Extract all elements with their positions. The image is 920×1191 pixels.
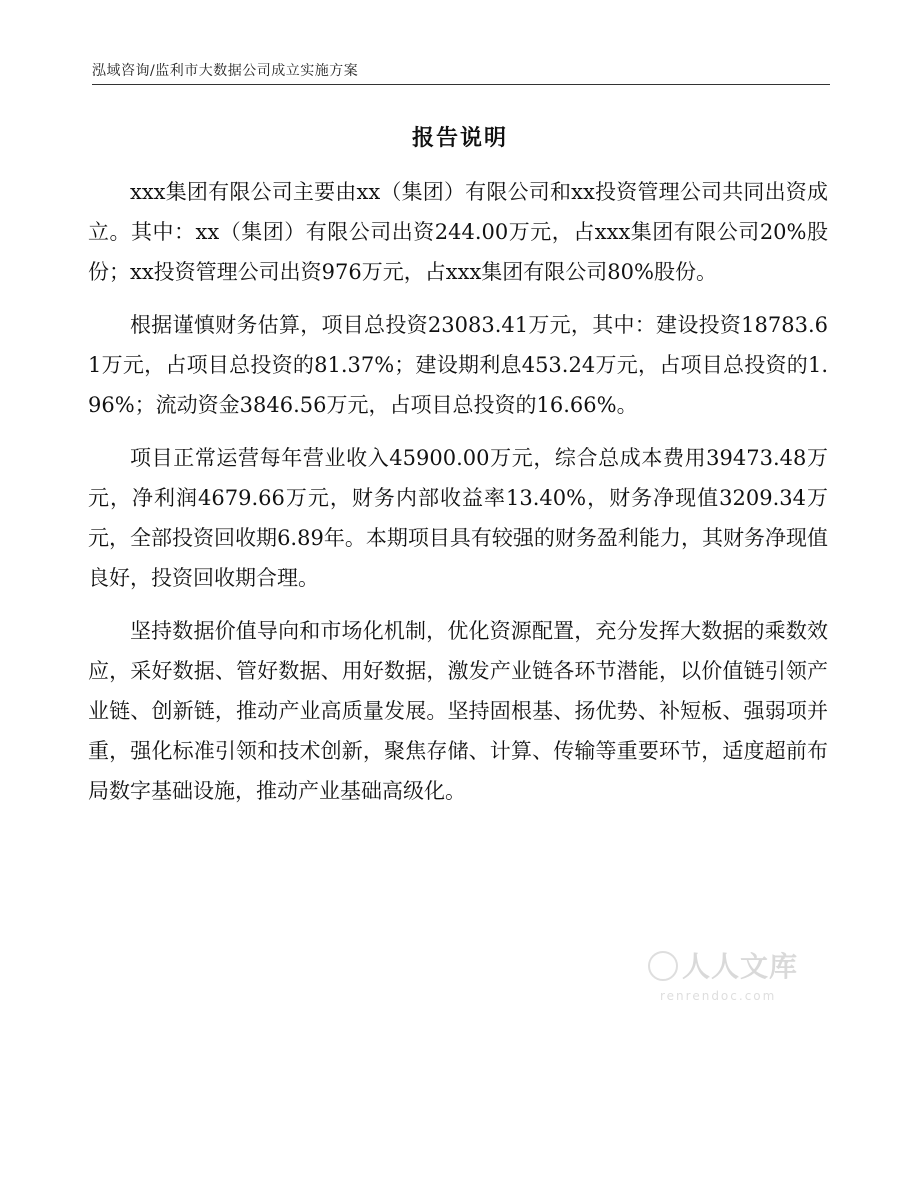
paragraph-shareholders: xxx集团有限公司主要由xx（集团）有限公司和xx投资管理公司共同出资成立。其中：xx（集团）有限公司出资244.00万元，占xxx集团有限公司20%股份；xx投资管理公司出资976万元，占xxx集团有限公司80%股份。 — [88, 180, 828, 284]
watermark — [648, 945, 818, 1015]
paragraph-financials: 项目正常运营每年营业收入45900.00万元，综合总成本费用39473.48万元，净利润4679.66万元，财务内部收益率13.40%，财务净现值3209.34万元，全部投资回收期6.89年。本期项目具有较强的财务盈利能力，其财务净现值良好，投资回收期合理。 — [88, 446, 828, 590]
running-header: 泓域咨询/监利市大数据公司成立实施方案 — [92, 63, 359, 79]
paragraph-strategy: 坚持数据价值导向和市场化机制，优化资源配置，充分发挥大数据的乘数效应，采好数据、管好数据、用好数据，激发产业链各环节潜能，以价值链引领产业链、创新链，推动产业高质量发展。坚持固根基、扬优势、补短板、强弱项并重，强化标准引领和技术创新，聚焦存储、计算、传输等重要环节，适度超前布局数字基础设施，推动产业基础高级化。 — [88, 619, 828, 803]
header-divider — [92, 84, 830, 85]
paragraph-investment: 根据谨慎财务估算，项目总投资23083.41万元，其中：建设投资18783.61万元，占项目总投资的81.37%；建设期利息453.24万元，占项目总投资的1.96%；流动资金3846.56万元，占项目总投资的16.66%。 — [88, 313, 828, 417]
watermark-text: 人人文库 — [682, 950, 799, 983]
watermark-logo-icon — [648, 951, 678, 981]
watermark-subtext: renrendoc.com — [660, 989, 777, 1003]
page-title: 报告说明 — [411, 125, 508, 151]
report-body — [88, 172, 828, 824]
